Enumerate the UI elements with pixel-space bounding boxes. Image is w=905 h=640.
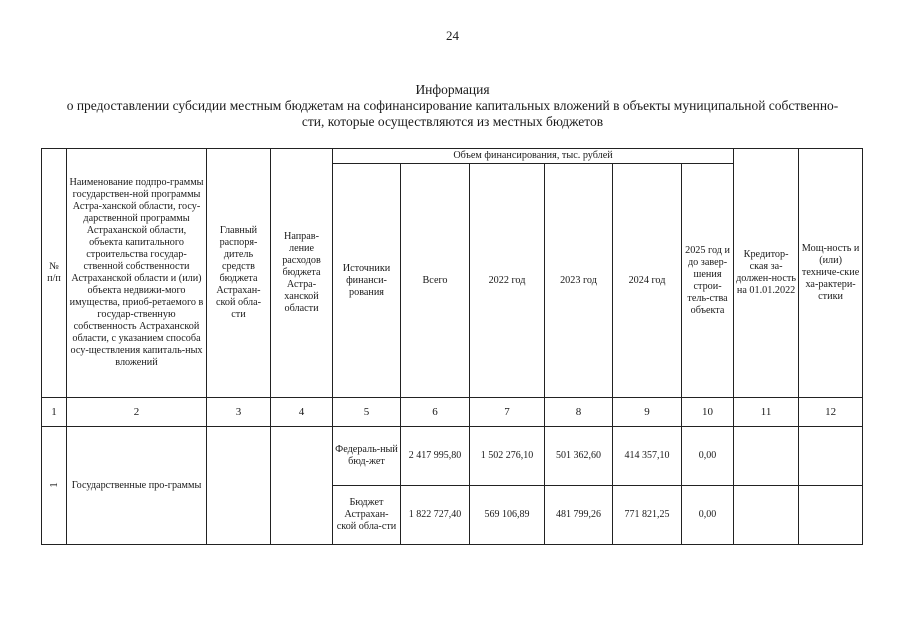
column-number: 11 [734, 398, 799, 427]
row-number-cell [42, 427, 67, 545]
column-number: 10 [682, 398, 734, 427]
row-capacity [799, 427, 863, 486]
subsidy-table [41, 148, 863, 545]
header-total: Всего [401, 164, 470, 398]
row-creditor [734, 427, 799, 486]
header-administrator: Главный распоря-дитель средств бюджета Астрахан-ской обла-сти [207, 149, 271, 398]
row-creditor [734, 486, 799, 545]
header-creditor: Кредитор-ская за-должен-ность на 01.01.2022 [734, 149, 799, 398]
header-sources: Источники финанси-рования [333, 164, 401, 398]
row-2022: 569 106,89 [470, 486, 545, 545]
row-2023: 501 362,60 [545, 427, 613, 486]
header-capacity: Мощ-ность и (или) техниче-ские ха-рактери-стики [799, 149, 863, 398]
row-2025: 0,00 [682, 486, 734, 545]
title-line-3: сти, которые осуществляются из местных бюджетов [301, 114, 604, 129]
header-2023: 2023 год [545, 164, 613, 398]
column-number: 1 [42, 398, 67, 427]
row-capacity [799, 486, 863, 545]
row-name: Государственные про-граммы [67, 427, 207, 545]
row-2025: 0,00 [682, 427, 734, 486]
row-number: 1 [48, 482, 60, 488]
column-number-row [42, 398, 863, 427]
column-number: 2 [67, 398, 207, 427]
row-2022: 1 502 276,10 [470, 427, 545, 486]
header-volume-group: Объем финансирования, тыс. рублей [333, 149, 734, 164]
row-source: Бюджет Астрахан-ской обла-сти [333, 486, 401, 545]
header-direction: Направ-ление расходов бюджета Астра-ханской области [271, 149, 333, 398]
column-number: 6 [401, 398, 470, 427]
row-total: 2 417 995,80 [401, 427, 470, 486]
column-number: 9 [613, 398, 682, 427]
page-number: 24 [446, 28, 459, 43]
column-number: 7 [470, 398, 545, 427]
column-number: 3 [207, 398, 271, 427]
header-name: Наименование подпро-граммы государствен-ной программы Астра-ханской области, госу-дарственной программы Астраханской области, объекта капитального строительства государ-ственной собственности Астраханской области и (или) объекта недвижи-мого имущества, приоб-ретаемого в государ-ственную собственность Астраханской области, с указанием способа осу-ществления капиталь-ных вложений [67, 149, 207, 398]
column-number: 4 [271, 398, 333, 427]
row-2024: 771 821,25 [613, 486, 682, 545]
document-title [10, 82, 895, 130]
column-number: 12 [799, 398, 863, 427]
row-administrator [207, 427, 271, 545]
header-2024: 2024 год [613, 164, 682, 398]
header-2025: 2025 год и до завер-шения строи-тель-ства объекта [682, 164, 734, 398]
row-2023: 481 799,26 [545, 486, 613, 545]
row-2024: 414 357,10 [613, 427, 682, 486]
row-direction [271, 427, 333, 545]
row-source: Федераль-ный бюд-жет [333, 427, 401, 486]
title-line-1: Информация [415, 82, 490, 97]
row-total: 1 822 727,40 [401, 486, 470, 545]
column-number: 8 [545, 398, 613, 427]
header-2022: 2022 год [470, 164, 545, 398]
column-number: 5 [333, 398, 401, 427]
table-row [42, 427, 863, 486]
header-num: № п/п [42, 149, 67, 398]
title-line-2: о предоставлении субсидии местным бюджетам на софинансирование капитальных вложений в объекты муниципальной собственно- [66, 98, 839, 113]
